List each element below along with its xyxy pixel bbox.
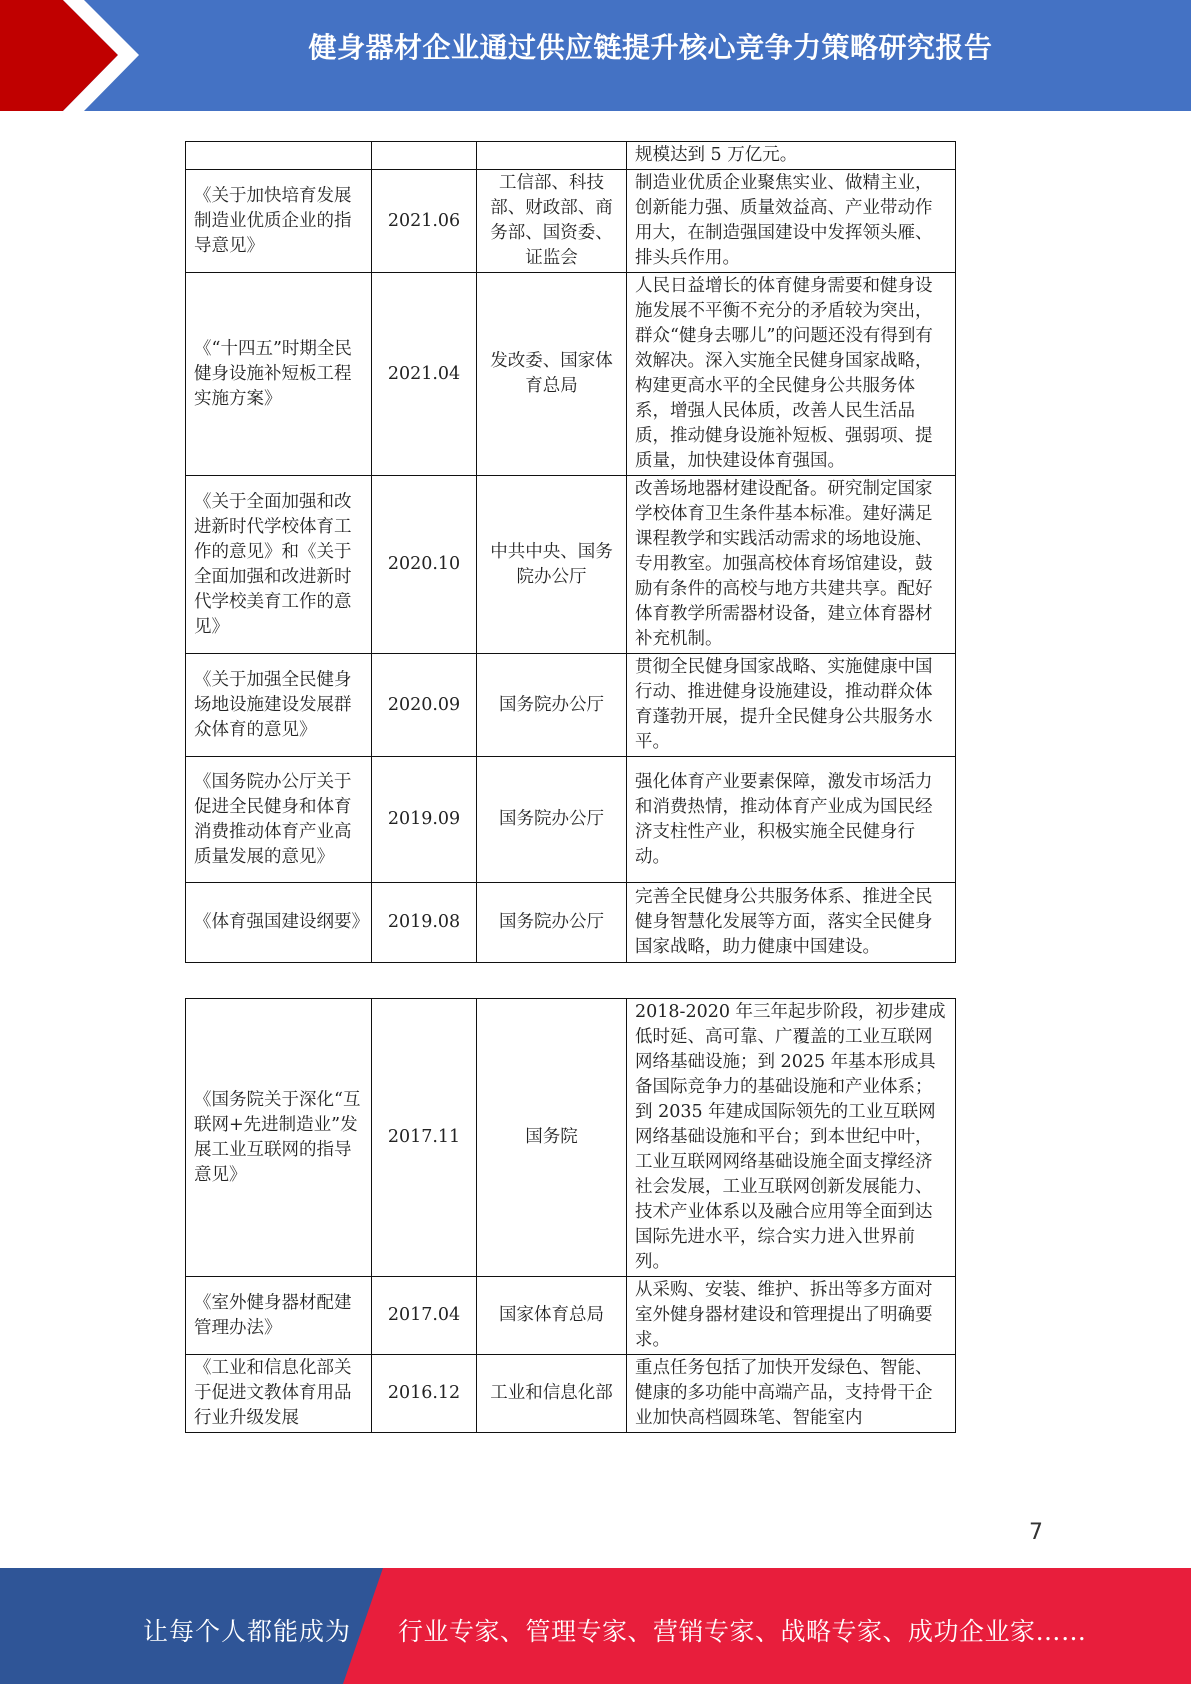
table-row: [186, 999, 956, 1277]
issue-date-cell: 2021.06: [372, 170, 477, 273]
issuing-department-cell: 国务院办公厅: [477, 654, 627, 757]
policy-name-cell: 《关于全面加强和改进新时代学校体育工作的意见》和《关于全面加强和改进新时代学校美育工作的意见》: [186, 476, 372, 654]
issuing-department-cell: [477, 142, 627, 170]
policy-name-cell: [186, 142, 372, 170]
footer-slogan-left: 让每个人都能成为: [143, 1617, 352, 1646]
issuing-department-cell: 国务院办公厅: [477, 757, 627, 883]
table-row: [186, 1355, 956, 1433]
policy-content-cell: 从采购、安装、维护、拆出等多方面对室外健身器材建设和管理提出了明确要求。: [627, 1277, 956, 1355]
issue-date-cell: 2019.09: [372, 757, 477, 883]
policy-content-cell: 完善全民健身公共服务体系、推进全民健身智慧化发展等方面，落实全民健身国家战略，助力健康中国建设。: [627, 883, 956, 963]
issue-date-cell: 2020.10: [372, 476, 477, 654]
policy-name-cell: 《体育强国建设纲要》: [186, 883, 372, 963]
policy-content-cell: 贯彻全民健身国家战略、实施健康中国行动、推进健身设施建设，推动群众体育蓬勃开展，提升全民健身公共服务水平。: [627, 654, 956, 757]
issue-date-cell: 2020.09: [372, 654, 477, 757]
table-row: [186, 883, 956, 963]
policy-content-cell: 人民日益增长的体育健身需要和健身设施发展不平衡不充分的矛盾较为突出，群众“健身去哪儿”的问题还没有得到有效解决。深入实施全民健身国家战略，构建更高水平的全民健身公共服务体系，增强人民体质，改善人民生活品质，推动健身设施补短板、强弱项、提质量，加快建设体育强国。: [627, 273, 956, 476]
issue-date-cell: 2019.08: [372, 883, 477, 963]
table-row: [186, 654, 956, 757]
issuing-department-cell: 工业和信息化部: [477, 1355, 627, 1433]
issue-date-cell: 2017.11: [372, 999, 477, 1277]
issuing-department-cell: 中共中央、国务院办公厅: [477, 476, 627, 654]
page-number: 7: [1029, 1520, 1043, 1545]
issue-date-cell: 2021.04: [372, 273, 477, 476]
page-header: [0, 0, 1191, 111]
table-row: [186, 757, 956, 883]
issuing-department-cell: 国家体育总局: [477, 1277, 627, 1355]
policy-content-cell: 2018-2020 年三年起步阶段，初步建成低时延、高可靠、广覆盖的工业互联网网络基础设施；到 2025 年基本形成具备国际竞争力的基础设施和产业体系；到 2035 年建成国际领先的工业互联网网络基础设施和平台；到本世纪中叶，工业互联网网络基础设施全面支撑经济社会发展，工业互联网创新发展能力、技术产业体系以及融合应用等全面到达国际先进水平，综合实力进入世界前列。: [627, 999, 956, 1277]
policy-name-cell: 《工业和信息化部关于促进文教体育用品行业升级发展: [186, 1355, 372, 1433]
policy-name-cell: 《室外健身器材配建管理办法》: [186, 1277, 372, 1355]
report-title: 健身器材企业通过供应链提升核心竞争力策略研究报告: [308, 31, 993, 64]
table-row: [186, 476, 956, 654]
issuing-department-cell: 国务院: [477, 999, 627, 1277]
issue-date-cell: [372, 142, 477, 170]
page-footer: [0, 1568, 1191, 1684]
policy-name-cell: 《“十四五”时期全民健身设施补短板工程实施方案》: [186, 273, 372, 476]
issuing-department-cell: 工信部、科技部、财政部、商务部、国资委、证监会: [477, 170, 627, 273]
issuing-department-cell: 国务院办公厅: [477, 883, 627, 963]
issue-date-cell: 2016.12: [372, 1355, 477, 1433]
table-row: [186, 1277, 956, 1355]
red-chevron-arrow: [0, 0, 160, 111]
table-row: [186, 273, 956, 476]
policy-content-cell: 制造业优质企业聚焦实业、做精主业，创新能力强、质量效益高、产业带动作用大，在制造强国建设中发挥领头雁、排头兵作用。: [627, 170, 956, 273]
issue-date-cell: 2017.04: [372, 1277, 477, 1355]
policy-name-cell: 《关于加快培育发展制造业优质企业的指导意见》: [186, 170, 372, 273]
policy-table-top: [185, 141, 956, 963]
policy-content-cell: 改善场地器材建设配备。研究制定国家学校体育卫生条件基本标准。建好满足课程教学和实践活动需求的场地设施、专用教室。加强高校体育场馆建设，鼓励有条件的高校与地方共建共享。配好体育教学所需器材设备，建立体育器材补充机制。: [627, 476, 956, 654]
table-row: [186, 170, 956, 273]
table-row: [186, 142, 956, 170]
policy-content-cell: 强化体育产业要素保障，激发市场活力和消费热情，推动体育产业成为国民经济支柱性产业，积极实施全民健身行动。: [627, 757, 956, 883]
policy-table-bottom: [185, 998, 956, 1433]
policy-name-cell: 《关于加强全民健身场地设施建设发展群众体育的意见》: [186, 654, 372, 757]
policy-name-cell: 《国务院办公厅关于促进全民健身和体育消费推动体育产业高质量发展的意见》: [186, 757, 372, 883]
issuing-department-cell: 发改委、国家体育总局: [477, 273, 627, 476]
policy-name-cell: 《国务院关于深化“互联网+先进制造业”发展工业互联网的指导意见》: [186, 999, 372, 1277]
policy-content-cell: 规模达到 5 万亿元。: [627, 142, 956, 170]
policy-content-cell: 重点任务包括了加快开发绿色、智能、健康的多功能中高端产品，支持骨干企业加快高档圆珠笔、智能室内: [627, 1355, 956, 1433]
footer-slogan-right: 行业专家、管理专家、营销专家、战略专家、成功企业家……: [398, 1617, 1087, 1646]
